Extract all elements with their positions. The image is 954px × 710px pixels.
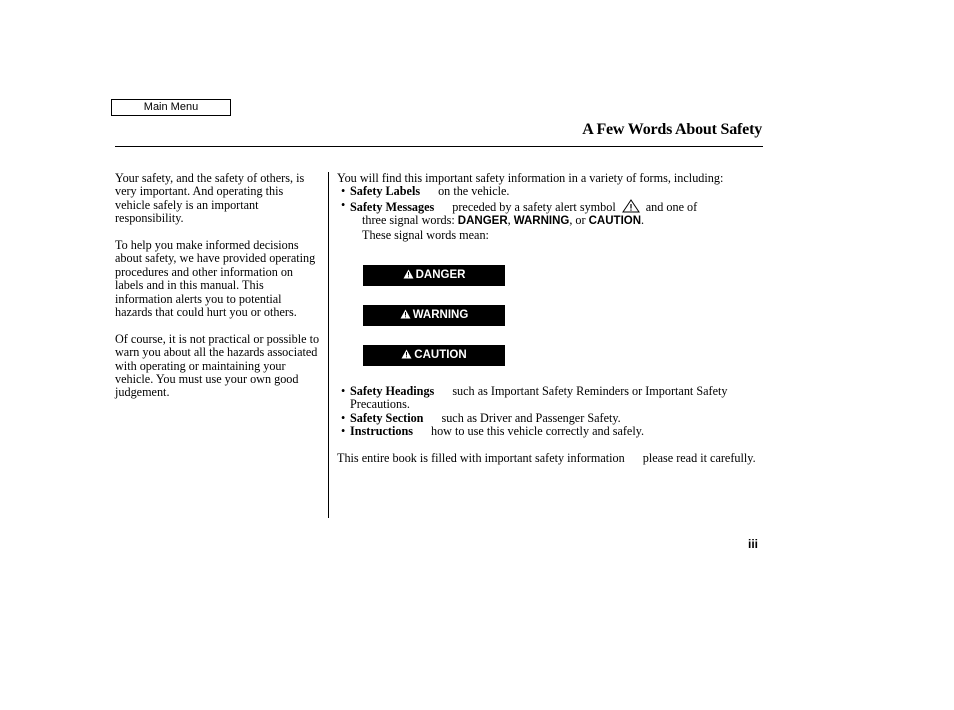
closing-text-1: This entire book is filled with important safety information <box>337 451 625 466</box>
intro-paragraph: You will find this important safety information in a variety of forms, including: <box>337 171 724 185</box>
list-item-term: Safety Labels <box>350 184 421 199</box>
caution-label: CAUTION <box>414 349 467 361</box>
warning-triangle-icon <box>400 309 411 319</box>
warning-signal-box <box>363 305 505 326</box>
safety-alert-symbol-icon <box>622 199 640 213</box>
danger-signal-box <box>363 265 505 286</box>
left-paragraph-2: To help you make informed decisions about safety, we have provided operating procedures and other information on labels and in this manual. This information alerts you to potential hazards that could hurt you or others. <box>115 238 316 320</box>
list-item <box>337 185 757 198</box>
list-item-desc-cont: and one of <box>645 199 698 214</box>
left-paragraph-3: Of course, it is not practical or possible to warn you about all the hazards associated with operating or maintaining your vehicle. You must use your own good judgement. <box>115 331 320 400</box>
caution-signal-box <box>363 345 505 366</box>
signal-words-meaning: These signal words mean: <box>362 227 489 242</box>
warning-triangle-icon <box>401 349 412 359</box>
list-item-desc: how to use this vehicle correctly and safely. <box>430 424 645 439</box>
list-item-desc: such as Driver and Passenger Safety. <box>441 410 621 425</box>
warning-triangle-icon <box>403 269 414 279</box>
main-menu-button[interactable]: Main Menu <box>111 99 231 116</box>
list-item-term: Instructions <box>350 424 413 439</box>
signal-word-caution: CAUTION <box>588 215 642 228</box>
signal-words-intro: three signal words: <box>362 213 455 228</box>
list-item <box>337 385 757 412</box>
page-number: iii <box>748 537 759 551</box>
list-item-term: Safety Section <box>350 410 424 425</box>
separator: , or <box>569 213 586 228</box>
title-divider <box>115 146 763 147</box>
list-item-term: Safety Messages <box>350 199 435 214</box>
signal-word-warning: WARNING <box>513 215 570 228</box>
right-column <box>337 172 757 242</box>
period: . <box>641 213 645 228</box>
list-item <box>337 199 757 242</box>
lower-list-block <box>337 385 757 465</box>
list-item-desc: on the vehicle. <box>438 184 510 199</box>
page-title: A Few Words About Safety <box>582 121 762 138</box>
warning-label: WARNING <box>412 309 469 321</box>
left-paragraph-1: Your safety, and the safety of others, is very important. And operating this vehicle safely is an important responsibility. <box>115 171 305 226</box>
safety-forms-list <box>337 185 757 242</box>
danger-label: DANGER <box>415 269 466 281</box>
separator: , <box>507 213 511 228</box>
left-column <box>115 172 321 413</box>
signal-word-danger: DANGER <box>457 215 508 228</box>
list-item-desc: such as Important Safety Reminders or Important Safety Precautions. <box>350 384 728 412</box>
column-divider <box>328 172 329 518</box>
list-item-term: Safety Headings <box>350 384 435 398</box>
closing-text-2: please read it carefully. <box>642 451 756 466</box>
list-item-desc: preceded by a safety alert symbol <box>452 199 616 214</box>
list-item <box>337 425 757 438</box>
closing-paragraph <box>337 452 757 465</box>
safety-forms-list-continued <box>337 385 757 439</box>
list-item <box>337 412 757 425</box>
